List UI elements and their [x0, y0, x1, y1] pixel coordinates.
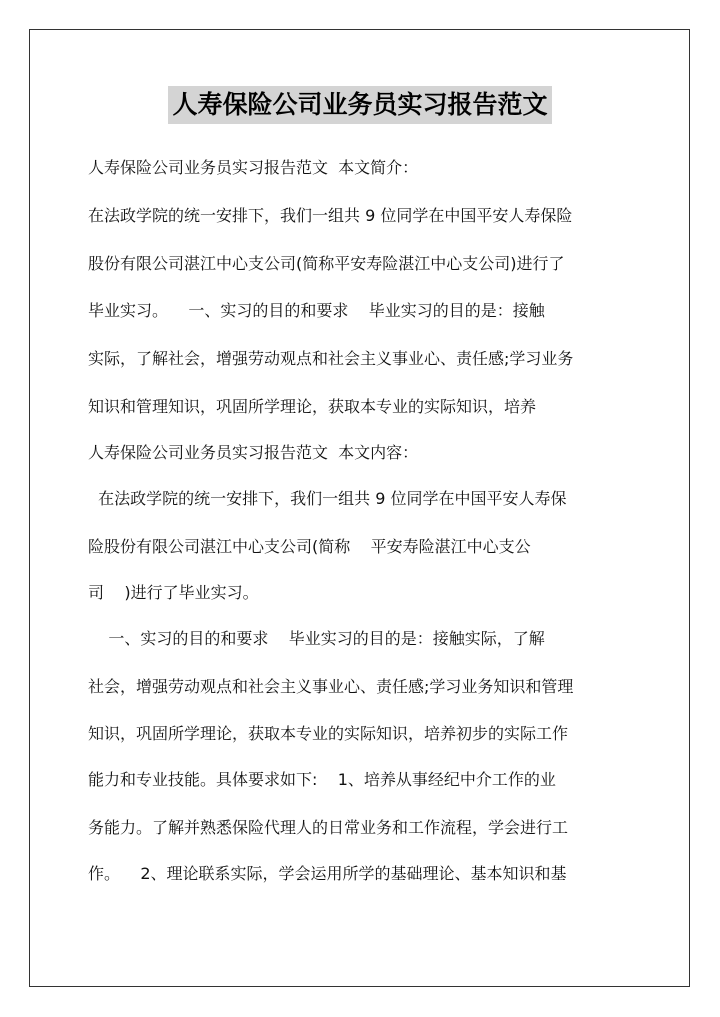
- document-title: 人寿保险公司业务员实习报告范文: [168, 86, 551, 124]
- paragraph-line: 实际，了解社会，增强劳动观点和社会主义事业心、责任感;学习业务: [88, 349, 574, 368]
- paragraph-line: 知识，巩固所学理论，获取本专业的实际知识，培养初步的实际工作: [88, 724, 569, 743]
- content-heading: 人寿保险公司业务员实习报告范文 本文内容：: [88, 443, 419, 462]
- paragraph-line: 股份有限公司湛江中心支公司(简称平安寿险湛江中心支公司)进行了: [88, 254, 565, 273]
- paragraph-line: 能力和专业技能。具体要求如下: 1、培养从事经纪中介工作的业: [88, 770, 556, 789]
- intro-heading: 人寿保险公司业务员实习报告范文 本文简介：: [88, 158, 419, 177]
- paragraph-line: 在法政学院的统一安排下，我们一组共 9 位同学在中国平安人寿保: [88, 489, 567, 508]
- paragraph-line: 作。 2、理论联系实际，学会运用所学的基础理论、基本知识和基: [88, 864, 567, 883]
- paragraph-line: 一、实习的目的和要求 毕业实习的目的是：接触实际，了解: [88, 629, 545, 648]
- paragraph-line: 在法政学院的统一安排下，我们一组共 9 位同学在中国平安人寿保险: [88, 206, 573, 225]
- paragraph-line: 务能力。了解并熟悉保险代理人的日常业务和工作流程，学会进行工: [88, 818, 569, 837]
- title-container: [0, 86, 720, 124]
- paragraph-line: 司 )进行了毕业实习。: [88, 583, 259, 602]
- paragraph-line: 毕业实习。 一、实习的目的和要求 毕业实习的目的是：接触: [88, 301, 545, 320]
- paragraph-line: 社会，增强劳动观点和社会主义事业心、责任感;学习业务知识和管理: [88, 677, 574, 696]
- paragraph-line: 知识和管理知识，巩固所学理论，获取本专业的实际知识，培养: [88, 397, 537, 416]
- paragraph-line: 险股份有限公司湛江中心支公司(简称 平安寿险湛江中心支公: [88, 537, 531, 556]
